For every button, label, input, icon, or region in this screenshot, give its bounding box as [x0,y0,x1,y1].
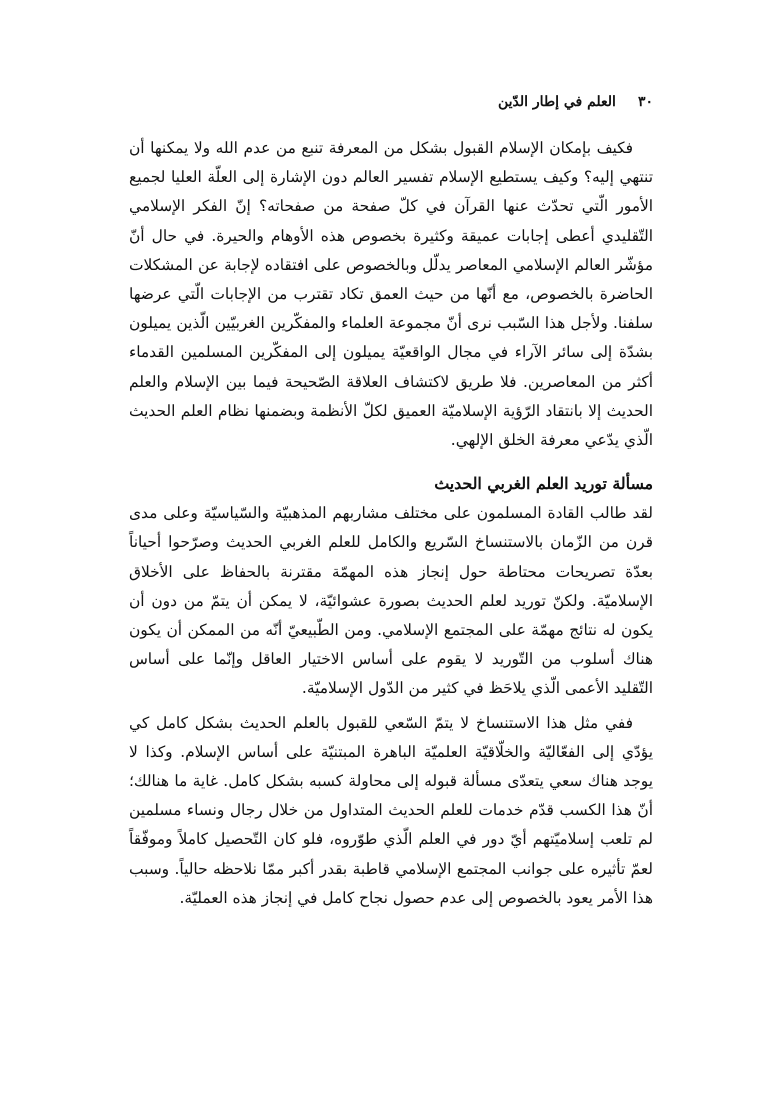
paragraph-3: ففي مثل هذا الاستنساخ لا يتمّ السّعي للقبول بالعلم الحديث بشكل كامل كي يؤدّي إلى الفعّاليّة والخلّاقيّة العلميّة الباهرة المبتنيّة على أساس الإسلام. وكذا لا يوجد هناك سعي يتعدّى مسألة قبوله إلى محاولة كسبه بشكل كامل. غاية ما هنالك؛ أنّ هذا الكسب قدّم خدمات للعلم الحديث المتداول من خلال رجال ونساء مسلمين لم تلعب إسلاميّتهم أيّ دور في العلم الّذي طوّروه، فلو كان التّحصيل كاملاً وموفّقاً لعمّ تأثيره على جوانب المجتمع الإسلامي قاطبة بقدر أكبر ممّا نلاحظه حالياً. وسبب هذا الأمر يعود بالخصوص إلى عدم حصول نجاح كامل في إنجاز هذه العمليّة. [129,713,653,907]
running-title: العلم في إطار الدّين [497,94,616,110]
page-number: ٣٠ [637,94,653,110]
section-heading: مسألة توريد العلم الغربي الحديث [434,474,653,494]
running-header [130,90,653,114]
page-content [129,134,653,913]
paragraph-2: لقد طالب القادة المسلمون على مختلف مشاربهم المذهبيّة والسّياسيّة وعلى مدى قرن من الزّمان بالاستنساخ السّريع والكامل للعلم الغربي الحديث وصرّحوا أحياناً بعدّة تصريحات محتاطة حول إنجاز هذه المهمّة مقترنة بالحفاظ على الأخلاق الإسلاميّة. ولكنّ توريد لعلم الحديث بصورة عشوائيّة، لا يمكن أن يتمّ من دون أن يكون له نتائج مهمّة على المجتمع الإسلامي. ومن الطّبيعيّ أنّه من الممكن أن يكون هناك أسلوب من التّوريد لا يقوم على أساس الاختيار العاقل وإنّما على أساس التّقليد الأعمى الّذي يلاحَظ في كثير من الدّول الإسلاميّة. [129,504,653,698]
paragraph-1: فكيف بإمكان الإسلام القبول بشكل من المعرفة تنبع من عدم الله ولا يمكنها أن تنتهي إليه؟ وكيف يستطيع الإسلام تفسير العالم دون الإشارة إلى العلّة العليا لجميع الأمور الّتي تحدّث عنها القرآن في كلّ صفحة من صفحاته؟ إنّ الفكر الإسلامي التّقليدي أعطى إجابات عميقة وكثيرة بخصوص هذه الأوهام والحيرة. في حال أنّ مؤشّر العالم الإسلامي المعاصر يدلّل وبالخصوص على افتقاده لإجابة عن المشكلات الحاضرة بالخصوص، مع أنّها من حيث العمق تكاد تقترب من الإجابات الّتي عرضها سلفنا. ولأجل هذا السّبب نرى أنّ مجموعة العلماء والمفكّرين الغربيّين الّذين يميلون بشدّة إلى سائر الآراء في مجال الواقعيّة يميلون إلى المفكّرين المسلمين القدماء أكثر من المعاصرين. فلا طريق لاكتشاف العلاقة الصّحيحة فيما بين الإسلام والعلم الحديث إلا بانتقاد الرّؤية الإسلاميّة العميق لكلّ الأنظمة وبضمنها نظام العلم الحديث الّذي يدّعي معرفة الخلق الإلهي. [129,139,653,450]
